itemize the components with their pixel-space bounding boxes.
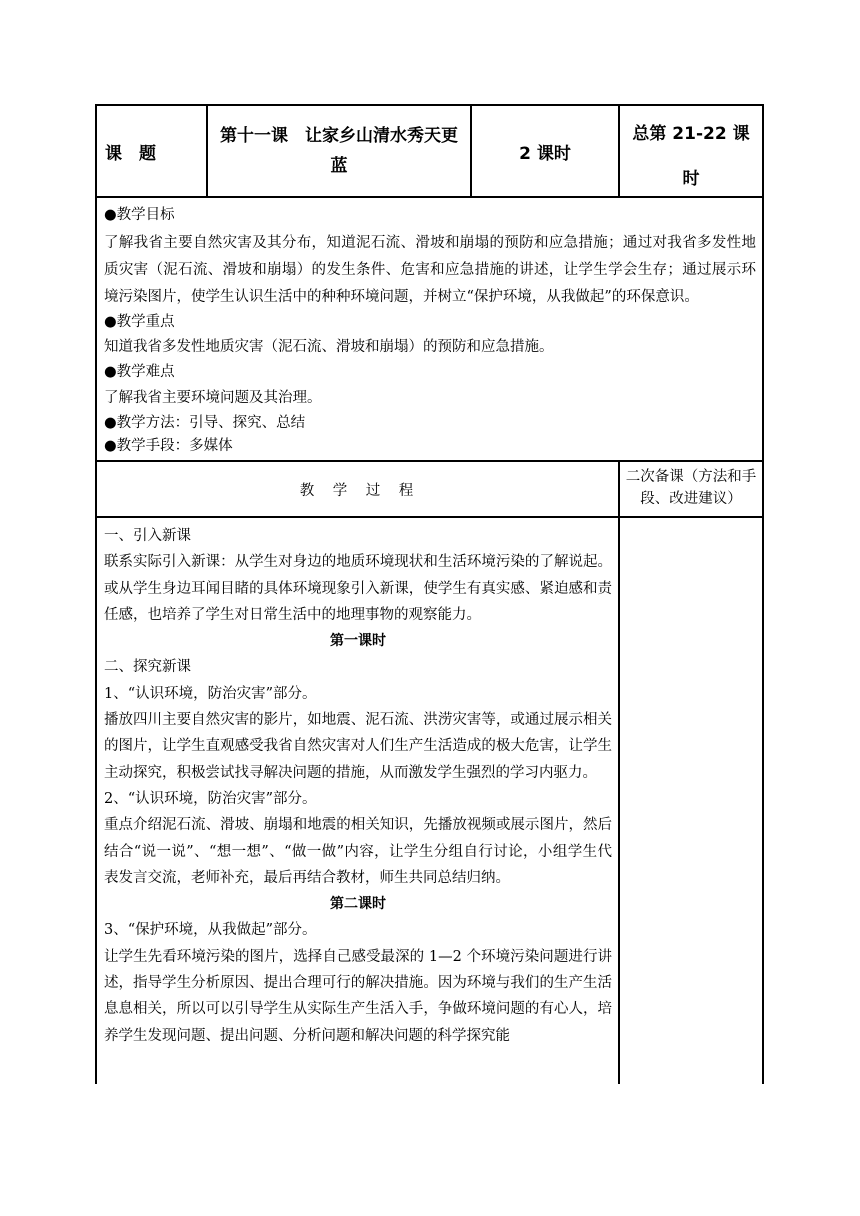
lesson-title: 第十一课 让家乡山清水秀天更蓝 xyxy=(220,126,458,176)
total-hours-line1: 总第 21-22 课 xyxy=(632,124,750,144)
revision-heading: 二次备课（方法和手段、改进建议） xyxy=(625,469,757,507)
row-divider xyxy=(95,516,764,518)
goal-text: 了解我省主要自然灾害及其分布，知道泥石流、滑坡和崩塌的预防和应急措施；通过对我省多发性地质灾害（泥石流、滑坡和崩塌）的发生条件、危害和应急措施的讲述，让学生学会生存；通过展示环境污染图片，使学生认识生活中的种种环境问题，并树立“保护环境，从我做起”的环保意识。 xyxy=(104,234,756,305)
objectives-section xyxy=(104,204,756,459)
goal-heading: ●教学目标 xyxy=(104,207,175,223)
section2-title: 二、探究新课 xyxy=(104,659,191,676)
column-divider xyxy=(618,460,620,1084)
period1-title: 第一课时 xyxy=(330,633,386,650)
item3-title: 3、“保护环境，从我做起”部分。 xyxy=(104,922,317,939)
teaching-method: ●教学方法：引导、探究、总结 xyxy=(104,414,306,431)
difficulty-text: 了解我省主要环境问题及其治理。 xyxy=(104,389,322,406)
difficulty-heading: ●教学难点 xyxy=(104,364,175,380)
item1-text: 播放四川主要自然灾害的影片，如地震、泥石流、洪涝灾害等，或通过展示相关的图片，让学生直观感受我省自然灾害对人们生产生活造成的极大危害，让学生主动探究，积极尝试找寻解决问题的措施，从而激发学生强烈的学习内驱力。 xyxy=(104,712,612,781)
key-heading: ●教学重点 xyxy=(104,313,175,330)
teaching-means: ●教学手段：多媒体 xyxy=(104,438,233,454)
section1-title: 一、引入新课 xyxy=(104,528,191,544)
row-divider xyxy=(95,196,764,198)
section1-text: 联系实际引入新课：从学生对身边的地质环境现状和生活环境污染的了解说起。或从学生身边耳闻目睹的具体环境现象引入新课，使学生有真实感、紧迫感和责任感，也培养了学生对日常生活中的地理事物的观察能力。 xyxy=(104,554,612,623)
total-hours xyxy=(620,106,762,196)
item3-text: 让学生先看环境污染的图片，选择自己感受最深的 1—2 个环境污染问题进行讲述，指导学生分析原因、提出合理可行的解决措施。因为环境与我们的生产生活息息相关，所以可以引导学生从实际生产生活入手，争做环境问题的有心人，培养学生发现问题、提出问题、分析问题和解决问题的科学探究能 xyxy=(104,948,612,1044)
item2-title: 2、“认识环境，防治灾害”部分。 xyxy=(104,790,317,807)
total-hours-line2: 时 xyxy=(682,169,700,189)
process-heading: 教 学 过 程 xyxy=(299,482,416,499)
lesson-hours: 2 课时 xyxy=(519,143,571,164)
column-divider xyxy=(206,104,208,197)
key-text: 知道我省多发性地质灾害（泥石流、滑坡和崩塌）的预防和应急措施。 xyxy=(104,339,554,355)
item2-text: 重点介绍泥石流、滑坡、崩塌和地震的相关知识，先播放视频或展示图片，然后结合“说一说”、“想一想”、“做一做”内容，让学生分组自行讨论，小组学生代表发言交流，老师补充，最后再结合教材，师生共同总结归纳。 xyxy=(104,817,612,886)
item1-title: 1、“认识环境，防治灾害”部分。 xyxy=(104,685,317,702)
subject-label: 课 题 xyxy=(105,143,156,164)
process-body xyxy=(104,523,612,1049)
period2-title: 第二课时 xyxy=(330,896,386,913)
